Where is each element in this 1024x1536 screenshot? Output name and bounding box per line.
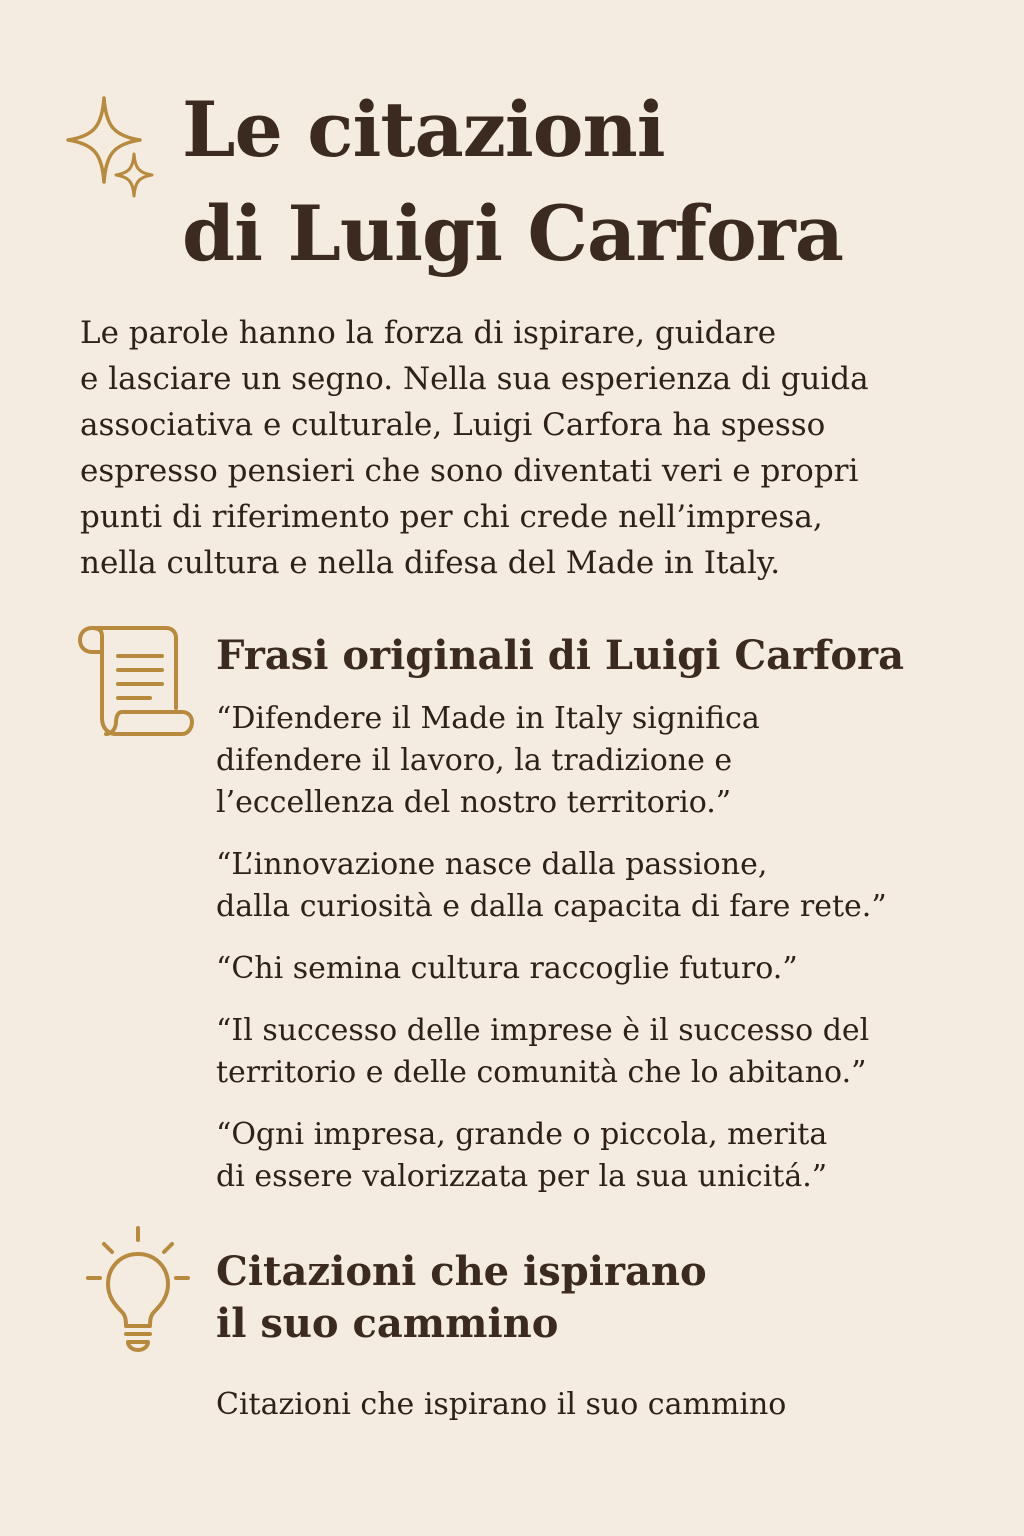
- section-title-line: Citazioni che ispirano: [216, 1248, 707, 1295]
- sparkle-icon: [66, 96, 158, 206]
- quote-line: “Chi semina cultura raccoglie futuro.”: [216, 951, 798, 986]
- quote-item: [216, 698, 976, 824]
- quote-item: [216, 1114, 976, 1198]
- quotes-list: [216, 698, 976, 1218]
- quote-item: [216, 1010, 976, 1094]
- quote-line: “L’innovazione nasce dalla passione,: [216, 847, 768, 882]
- section-body-inspiring: Citazioni che ispirano il suo cammino: [216, 1387, 787, 1422]
- intro-line: punti di riferimento per chi crede nell’impresa,: [80, 499, 823, 535]
- section-title-line: il suo cammino: [216, 1300, 559, 1347]
- page-title-line1: Le citazioni: [182, 85, 665, 174]
- intro-line: associativa e culturale, Luigi Carfora ha spesso: [80, 407, 826, 443]
- intro-line: e lasciare un segno. Nella sua esperienza di guida: [80, 361, 869, 397]
- quote-item: [216, 948, 976, 990]
- quote-line: l’eccellenza del nostro territorio.”: [216, 785, 732, 820]
- quote-line: difendere il lavoro, la tradizione e: [216, 743, 733, 778]
- quote-line: “Il successo delle imprese è il successo del: [216, 1013, 870, 1048]
- quote-line: “Difendere il Made in Italy significa: [216, 701, 760, 736]
- page-title: [182, 78, 843, 286]
- intro-line: Le parole hanno la forza di ispirare, guidare: [80, 315, 777, 351]
- section-title-inspiring: [216, 1246, 707, 1350]
- scroll-icon: [78, 622, 196, 738]
- quote-line: “Ogni impresa, grande o piccola, merita: [216, 1117, 828, 1152]
- intro-line: espresso pensieri che sono diventati veri e propri: [80, 453, 859, 489]
- quote-item: [216, 844, 976, 928]
- quote-line: di essere valorizzata per la sua unicitá.”: [216, 1159, 828, 1194]
- quote-line: dalla curiosità e dalla capacita di fare rete.”: [216, 889, 887, 924]
- intro-line: nella cultura e nella difesa del Made in Italy.: [80, 545, 781, 581]
- page-title-line2: di Luigi Carfora: [182, 189, 843, 278]
- section-title-phrases: Frasi originali di Luigi Carfora: [216, 632, 905, 679]
- lightbulb-icon: [86, 1226, 190, 1354]
- quote-line: territorio e delle comunità che lo abitano.”: [216, 1055, 867, 1090]
- intro-paragraph: [80, 310, 940, 586]
